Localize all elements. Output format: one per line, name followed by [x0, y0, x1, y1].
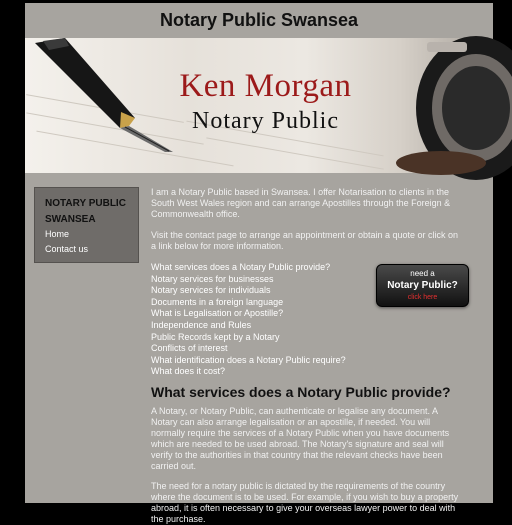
topic-item: [151, 343, 463, 355]
button-line-1: need a: [410, 269, 435, 278]
topic-link[interactable]: What identification does a Notary Public require?: [151, 354, 346, 365]
header-banner: [25, 38, 493, 173]
sidebar-heading: [45, 196, 135, 228]
need-notary-button[interactable]: [376, 264, 469, 307]
topic-link[interactable]: Conflicts of interest: [151, 343, 228, 354]
topic-item: [151, 308, 463, 320]
sidebar-link-home[interactable]: Home: [45, 229, 70, 239]
button-line-3: click here: [407, 294, 438, 301]
topic-link[interactable]: Documents in a foreign language: [151, 296, 284, 307]
intro-paragraph-2: Visit the contact page to arrange an appointment or obtain a quote or click on a link below for more information.: [151, 230, 459, 251]
section-paragraph-2: The need for a notary public is dictated by the requirements of the country where the document is to be used. For example, if you wish to buy a property abroad, it is often necessary to give your overseas lawyer power to deal with the purchase.: [151, 481, 459, 524]
topic-link[interactable]: Public Records kept by a Notary: [151, 331, 280, 342]
pen-cap-icon: [381, 38, 493, 173]
section-paragraph-1: A Notary, or Notary Public, can authenticate or legalise any document. A Notary can also arrange legalisation or an apostille, if needed. You will normally require the services of a Notary Public when you have documents which are needed to be used abroad. The Notary's signature and seal will verify to the authorities in that country that the relevant checks have been carried out.: [151, 406, 450, 471]
topic-link[interactable]: What is Legalisation or Apostille?: [151, 308, 284, 319]
topic-link[interactable]: Notary services for individuals: [151, 285, 271, 296]
button-line-2: Notary Public?: [387, 280, 458, 291]
section-heading: What services does a Notary Public provide?: [151, 384, 451, 400]
topic-link[interactable]: What services does a Notary Public provide?: [151, 262, 331, 272]
topic-item: [151, 366, 463, 378]
banner-name: Ken Morgan: [179, 68, 352, 104]
topic-item: [151, 332, 463, 344]
sidebar-heading-line1: NOTARY PUBLIC: [45, 198, 126, 209]
intro-paragraph-1: I am a Notary Public based in Swansea. I offer Notarisation to clients in the South West Wales region and can arrange Apostilles through the Foreign & Commonwealth office.: [151, 187, 451, 219]
page-container: [25, 3, 493, 524]
topic-item: [151, 320, 463, 332]
topic-item: [151, 355, 463, 367]
topic-link[interactable]: Notary services for businesses: [151, 273, 274, 284]
site-title: Notary Public Swansea: [159, 9, 359, 30]
sidebar: [34, 187, 139, 263]
banner-subtitle: Notary Public: [192, 108, 339, 134]
topic-link[interactable]: Independence and Rules: [151, 319, 252, 330]
sidebar-heading-line2: SWANSEA: [45, 214, 96, 225]
section-body: [151, 406, 463, 525]
topic-link[interactable]: What does it cost?: [151, 366, 226, 377]
sidebar-link-contact[interactable]: Contact us: [45, 244, 89, 254]
